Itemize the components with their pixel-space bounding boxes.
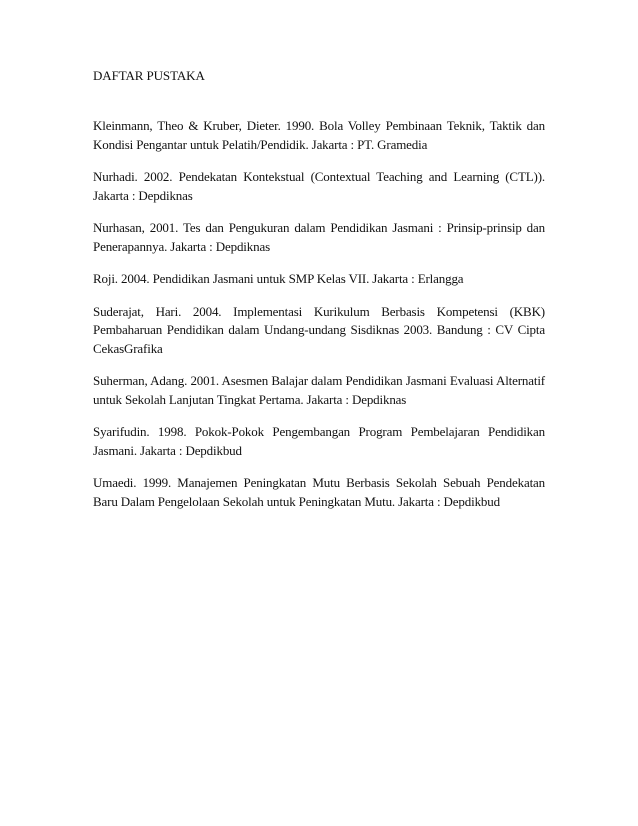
reference-item: Nurhadi. 2002. Pendekatan Kontekstual (Contextual Teaching and Learning (CTL)). Jakarta : Depdiknas — [93, 169, 545, 203]
reference-item: Suderajat, Hari. 2004. Implementasi Kurikulum Berbasis Kompetensi (KBK) Pembaharuan Pendidikan dalam Undang-undang Sisdiknas 2003. Bandung : CV Cipta CekasGrafika — [93, 303, 545, 356]
reference-item: Syarifudin. 1998. Pokok-Pokok Pengembangan Program Pembelajaran Pendidikan Jasmani. Jakarta : Depdikbud — [93, 424, 545, 458]
reference-list — [93, 117, 545, 525]
reference-item: Umaedi. 1999. Manajemen Peningkatan Mutu Berbasis Sekolah Sebuah Pendekatan Baru Dalam Pengelolaan Sekolah untuk Peningkatan Mutu. Jakarta : Depdikbud — [93, 475, 545, 509]
page-title: DAFTAR PUSTAKA — [93, 68, 205, 83]
reference-item: Kleinmann, Theo & Kruber, Dieter. 1990. Bola Volley Pembinaan Teknik, Taktik dan Kondisi Pengantar untuk Pelatih/Pendidik. Jakarta : PT. Gramedia — [93, 118, 545, 152]
reference-item: Nurhasan, 2001. Tes dan Pengukuran dalam Pendidikan Jasmani : Prinsip-prinsip dan Penerapannya. Jakarta : Depdiknas — [93, 220, 545, 254]
reference-item: Suherman, Adang. 2001. Asesmen Balajar dalam Pendidikan Jasmani Evaluasi Alternatif untuk Sekolah Lanjutan Tingkat Pertama. Jakarta : Depdiknas — [93, 373, 545, 407]
reference-item: Roji. 2004. Pendidikan Jasmani untuk SMP Kelas VII. Jakarta : Erlangga — [93, 271, 464, 286]
